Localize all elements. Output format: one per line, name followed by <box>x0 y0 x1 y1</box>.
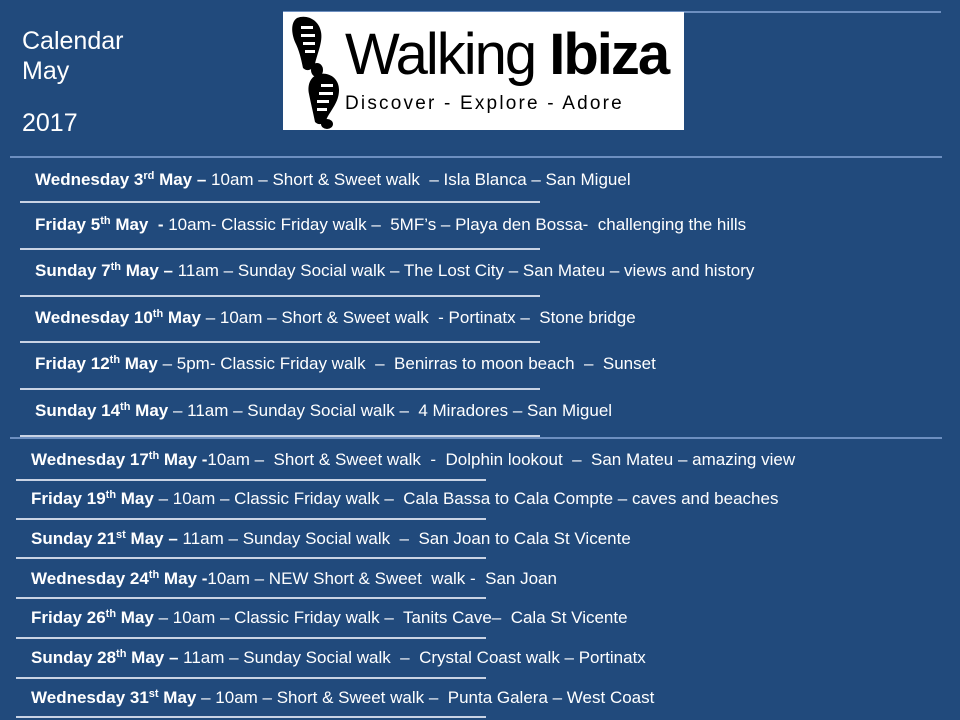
event-month: May <box>130 401 173 420</box>
event-row <box>35 260 754 282</box>
event-day: Friday 12 <box>35 354 110 373</box>
event-date <box>31 529 183 548</box>
event-separator <box>20 295 540 297</box>
mid-rule <box>10 437 942 439</box>
event-month: May - <box>159 450 208 469</box>
event-date <box>31 489 159 508</box>
event-row <box>31 687 654 709</box>
event-month: May <box>116 489 159 508</box>
event-separator <box>20 388 540 390</box>
event-row <box>35 169 631 191</box>
logo-tagline: Discover - Explore - Adore <box>345 93 624 114</box>
event-day: Wednesday 24 <box>31 569 149 588</box>
event-details: 10am – Short & Sweet walk - Dolphin lookout – San Mateu – amazing view <box>207 450 796 469</box>
event-month: May <box>158 688 202 707</box>
event-details: – 10am – Short & Sweet walk – Punta Galera – West Coast <box>201 688 655 707</box>
event-row <box>31 488 778 510</box>
event-day-suffix: th <box>148 450 160 462</box>
event-separator <box>16 677 486 679</box>
footprints-icon <box>287 14 343 130</box>
event-separator <box>16 557 486 559</box>
heading-month: May <box>22 57 70 85</box>
logo-brand-light: Walking <box>345 22 550 87</box>
event-day-suffix: st <box>148 688 159 700</box>
event-day: Wednesday 3 <box>35 170 144 189</box>
event-date <box>31 450 207 469</box>
event-date <box>31 608 159 627</box>
heading-year: 2017 <box>22 109 78 137</box>
event-date <box>35 215 168 234</box>
heading-calendar: Calendar <box>22 27 124 55</box>
event-separator <box>16 518 486 520</box>
event-details: 11am – Sunday Social walk – San Joan to Cala St Vicente <box>182 529 631 548</box>
event-day-suffix: th <box>152 308 164 320</box>
event-day: Sunday 7 <box>35 261 111 280</box>
event-separator <box>20 201 540 203</box>
event-separator <box>20 435 540 437</box>
event-month: May - <box>110 215 169 234</box>
event-separator <box>16 637 486 639</box>
event-day: Sunday 14 <box>35 401 121 420</box>
event-month: May – <box>120 261 178 280</box>
event-day-suffix: th <box>109 354 121 366</box>
event-details: 11am – Sunday Social walk – The Lost City – San Mateu – views and history <box>177 261 755 280</box>
event-date <box>31 648 183 667</box>
event-details: – 11am – Sunday Social walk – 4 Miradores – San Miguel <box>172 401 613 420</box>
event-day-suffix: th <box>105 608 117 620</box>
event-month: May <box>116 608 159 627</box>
event-day-suffix: th <box>110 261 121 273</box>
event-row <box>31 607 628 629</box>
event-day: Wednesday 31 <box>31 688 149 707</box>
event-day: Friday 19 <box>31 489 106 508</box>
event-row <box>31 568 557 590</box>
event-day-suffix: th <box>100 215 111 227</box>
event-date <box>35 401 173 420</box>
event-separator <box>20 248 540 250</box>
event-month: May <box>163 308 206 327</box>
event-row <box>35 214 746 236</box>
event-day-suffix: th <box>105 489 117 501</box>
event-date <box>35 170 211 189</box>
logo-brand-bold: Ibiza <box>549 22 669 87</box>
event-details: – 10am – Classic Friday walk – Tanits Cave– Cala St Vicente <box>158 608 628 627</box>
event-details: – 5pm- Classic Friday walk – Benirras to moon beach – Sunset <box>162 354 656 373</box>
logo-brand <box>345 22 668 88</box>
event-month: May – <box>154 170 212 189</box>
event-row <box>31 449 795 471</box>
event-month: May – <box>125 529 183 548</box>
event-date <box>31 569 207 588</box>
event-day: Friday 5 <box>35 215 101 234</box>
event-day: Friday 26 <box>31 608 106 627</box>
header-rule <box>10 156 942 158</box>
calendar-heading <box>22 26 123 138</box>
event-separator <box>16 716 486 718</box>
event-month: May <box>120 354 163 373</box>
event-day-suffix: th <box>120 401 131 413</box>
event-date <box>35 261 178 280</box>
event-row <box>31 528 631 550</box>
event-month: May – <box>126 648 184 667</box>
event-row <box>31 647 646 669</box>
event-day-suffix: st <box>116 529 126 541</box>
event-month: May - <box>159 569 208 588</box>
event-row <box>35 307 636 329</box>
walking-ibiza-logo <box>283 12 684 130</box>
event-date <box>31 688 201 707</box>
event-row <box>35 353 656 375</box>
event-day-suffix: th <box>148 569 160 581</box>
event-date <box>35 308 206 327</box>
event-separator <box>20 341 540 343</box>
event-day: Sunday 21 <box>31 529 117 548</box>
event-day: Wednesday 17 <box>31 450 149 469</box>
event-day: Wednesday 10 <box>35 308 153 327</box>
event-separator <box>16 479 486 481</box>
event-details: 10am- Classic Friday walk – 5MF’s – Playa den Bossa- challenging the hills <box>168 215 747 234</box>
event-details: 10am – NEW Short & Sweet walk - San Joan <box>207 569 557 588</box>
event-row <box>35 400 612 422</box>
event-details: 11am – Sunday Social walk – Crystal Coast walk – Portinatx <box>183 648 646 667</box>
event-date <box>35 354 163 373</box>
event-details: – 10am – Classic Friday walk – Cala Bassa to Cala Compte – caves and beaches <box>158 489 779 508</box>
event-separator <box>16 597 486 599</box>
event-day-suffix: rd <box>143 170 155 182</box>
event-details: – 10am – Short & Sweet walk - Portinatx – Stone bridge <box>205 308 636 327</box>
event-details: 10am – Short & Sweet walk – Isla Blanca – San Miguel <box>211 170 631 189</box>
event-day-suffix: th <box>116 648 127 660</box>
event-day: Sunday 28 <box>31 648 117 667</box>
